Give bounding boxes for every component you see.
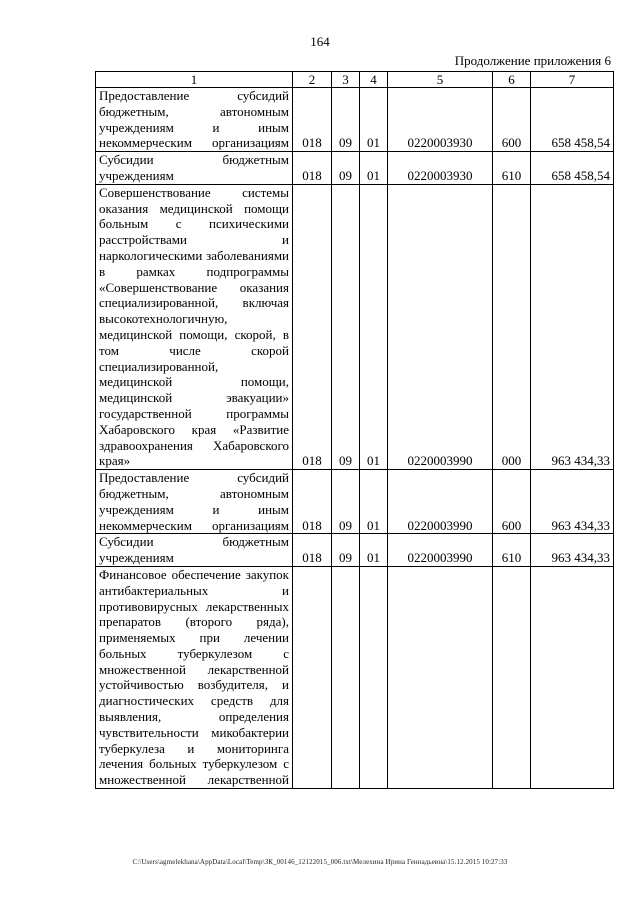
file-path-footer: C:\Users\agmelekhana\AppData\Local\Temp\ЗК_00146_12122015_006.txt\Мелехина Ирина Геннадьевна\15.12.2015 10:27:33	[132, 858, 508, 866]
row-ministry-code: 018	[293, 184, 332, 469]
row-expense-type: 000	[493, 184, 531, 469]
row-amount: 658 458,54	[531, 88, 614, 152]
row-amount: 963 434,33	[531, 184, 614, 469]
table-row	[96, 470, 614, 534]
table-row	[96, 152, 614, 185]
header-cell: 2	[293, 72, 332, 88]
row-target-article	[388, 566, 493, 788]
row-description: Субсидии бюджетным учреждениям	[96, 152, 293, 185]
table-header-row	[96, 72, 614, 88]
row-ministry-code: 018	[293, 152, 332, 185]
row-target-article: 0220003990	[388, 470, 493, 534]
row-description: Предоставление субсидий бюджетным, автономным учреждениям и иным некоммерческим организациям	[96, 470, 293, 534]
row-amount	[531, 566, 614, 788]
row-subsection: 01	[360, 152, 388, 185]
header-cell: 6	[493, 72, 531, 88]
row-ministry-code: 018	[293, 88, 332, 152]
row-subsection: 01	[360, 534, 388, 567]
row-target-article: 0220003930	[388, 88, 493, 152]
row-section: 09	[332, 152, 360, 185]
continuation-label: Продолжение приложения 6	[454, 53, 611, 68]
row-description: Финансовое обеспечение закупок антибактериальных и противовирусных лекарственных препаратов (второго ряда), применяемых при лечении больных туберкулезом с множественной лекарственной устойчивостью возбудителя, и диагностических средств для выявления, определения чувствительности микобактерии туберкулеза и мониторинга лечения больных туберкулезом с множественной лекарственной	[96, 566, 293, 788]
row-amount: 963 434,33	[531, 470, 614, 534]
row-description: Предоставление субсидий бюджетным, автономным учреждениям и иным некоммерческим организациям	[96, 88, 293, 152]
row-expense-type: 610	[493, 152, 531, 185]
table-row	[96, 184, 614, 469]
row-expense-type: 600	[493, 470, 531, 534]
row-expense-type	[493, 566, 531, 788]
row-subsection: 01	[360, 184, 388, 469]
row-target-article: 0220003990	[388, 184, 493, 469]
row-description: Совершенствование системы оказания медицинской помощи больным с психическими расстройствами и наркологическими заболеваниями в рамках подпрограммы «Совершенствование оказания специализированной, включая высокотехнологичную, медицинской помощи, скорой, в том числе скорой специализированной, медицинской помощи, медицинской эвакуации» государственной программы Хабаровского края «Развитие здравоохранения Хабаровского края»	[96, 184, 293, 469]
row-section: 09	[332, 184, 360, 469]
row-section: 09	[332, 88, 360, 152]
row-subsection	[360, 566, 388, 788]
header-cell: 4	[360, 72, 388, 88]
table-row	[96, 534, 614, 567]
header-cell: 1	[96, 72, 293, 88]
row-section	[332, 566, 360, 788]
row-ministry-code: 018	[293, 534, 332, 567]
row-section: 09	[332, 470, 360, 534]
row-target-article: 0220003930	[388, 152, 493, 185]
row-expense-type: 600	[493, 88, 531, 152]
row-ministry-code	[293, 566, 332, 788]
header-cell: 5	[388, 72, 493, 88]
row-ministry-code: 018	[293, 470, 332, 534]
row-expense-type: 610	[493, 534, 531, 567]
header-cell: 3	[332, 72, 360, 88]
header-cell: 7	[531, 72, 614, 88]
row-subsection: 01	[360, 470, 388, 534]
row-description: Субсидии бюджетным учреждениям	[96, 534, 293, 567]
table-row	[96, 566, 614, 788]
table-row	[96, 88, 614, 152]
row-section: 09	[332, 534, 360, 567]
row-amount: 963 434,33	[531, 534, 614, 567]
page-number: 164	[310, 34, 330, 49]
row-target-article: 0220003990	[388, 534, 493, 567]
row-subsection: 01	[360, 88, 388, 152]
row-amount: 658 458,54	[531, 152, 614, 185]
budget-table	[95, 71, 614, 789]
